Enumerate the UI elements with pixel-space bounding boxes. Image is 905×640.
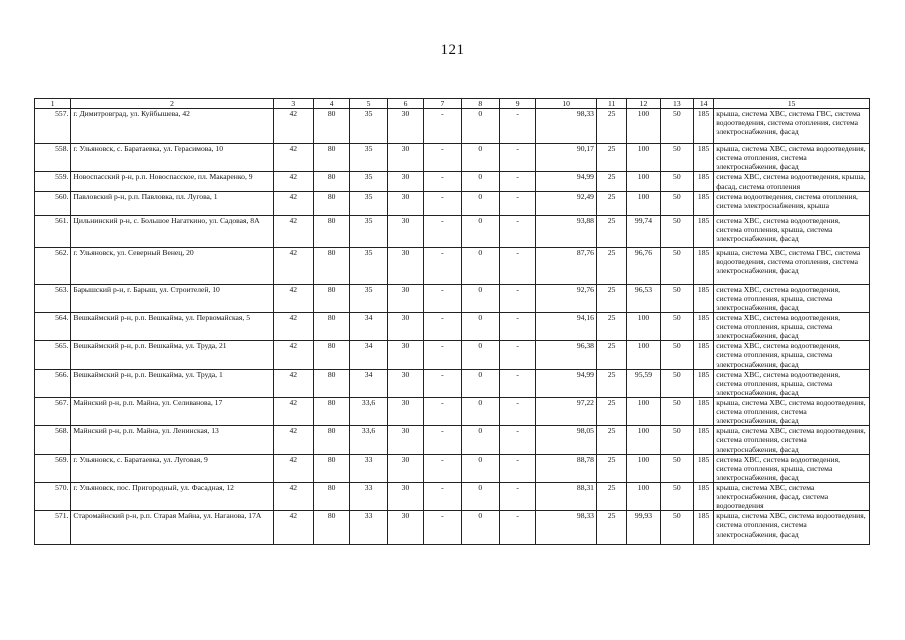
cell-address: г. Ульяновск, ул. Северный Венец, 20 xyxy=(71,247,273,284)
table-row xyxy=(35,284,870,312)
cell-col-5: 34 xyxy=(350,341,387,369)
table-row xyxy=(35,109,870,144)
cell-col-5: 33 xyxy=(350,482,387,510)
cell-col-5: 34 xyxy=(350,369,387,397)
cell-row-number: 571. xyxy=(35,511,71,545)
cell-col-4: 80 xyxy=(313,426,349,454)
cell-col-14: 185 xyxy=(694,369,714,397)
cell-col-6: 30 xyxy=(387,215,423,247)
cell-col-3: 42 xyxy=(273,172,313,191)
cell-col-11: 25 xyxy=(596,312,626,340)
cell-col-14: 185 xyxy=(694,284,714,312)
cell-col-13: 50 xyxy=(660,284,693,312)
cell-col-13: 50 xyxy=(660,215,693,247)
cell-col-5: 33 xyxy=(350,454,387,482)
cell-col-11: 25 xyxy=(596,369,626,397)
cell-col-14: 185 xyxy=(694,482,714,510)
cell-col-12: 96,53 xyxy=(627,284,660,312)
cell-col-11: 25 xyxy=(596,397,626,425)
cell-col-5: 35 xyxy=(350,172,387,191)
cell-col-12: 100 xyxy=(627,482,660,510)
cell-col-6: 30 xyxy=(387,341,423,369)
cell-col-4: 80 xyxy=(313,369,349,397)
cell-col-11: 25 xyxy=(596,215,626,247)
cell-col-3: 42 xyxy=(273,247,313,284)
cell-col-7: - xyxy=(424,482,461,510)
cell-col-6: 30 xyxy=(387,454,423,482)
cell-col-3: 42 xyxy=(273,369,313,397)
cell-row-number: 570. xyxy=(35,482,71,510)
cell-work-types: крыша, система ХВС, система водоотведения, система отопления, система электроснабжения, фасад xyxy=(714,511,870,545)
table-row xyxy=(35,312,870,340)
cell-col-10: 94,99 xyxy=(536,369,597,397)
cell-col-10: 88,31 xyxy=(536,482,597,510)
cell-col-8: 0 xyxy=(461,369,499,397)
header-cell: 11 xyxy=(596,99,626,109)
cell-col-13: 50 xyxy=(660,109,693,144)
cell-col-5: 33,6 xyxy=(350,397,387,425)
cell-col-3: 42 xyxy=(273,191,313,215)
cell-col-10: 88,78 xyxy=(536,454,597,482)
cell-col-3: 42 xyxy=(273,426,313,454)
header-cell: 7 xyxy=(424,99,461,109)
cell-col-6: 30 xyxy=(387,511,423,545)
cell-work-types: система водоотведения, система отопления, система электроснабжения, крыша xyxy=(714,191,870,215)
cell-col-8: 0 xyxy=(461,312,499,340)
cell-col-9: - xyxy=(499,144,535,172)
cell-work-types: крыша, система ХВС, система электроснабжения, фасад, система водоотведения xyxy=(714,482,870,510)
cell-row-number: 561. xyxy=(35,215,71,247)
cell-col-4: 80 xyxy=(313,191,349,215)
cell-work-types: крыша, система ХВС, система водоотведения, система отопления, система электроснабжения, фасад xyxy=(714,397,870,425)
cell-col-7: - xyxy=(424,454,461,482)
cell-col-10: 92,76 xyxy=(536,284,597,312)
cell-col-5: 35 xyxy=(350,144,387,172)
cell-col-12: 96,76 xyxy=(627,247,660,284)
cell-col-6: 30 xyxy=(387,247,423,284)
cell-col-3: 42 xyxy=(273,215,313,247)
cell-col-14: 185 xyxy=(694,172,714,191)
table-row xyxy=(35,247,870,284)
cell-work-types: крыша, система ХВС, система водоотведения, система отопления, система электроснабжения, фасад xyxy=(714,144,870,172)
cell-row-number: 565. xyxy=(35,341,71,369)
cell-col-13: 50 xyxy=(660,191,693,215)
cell-col-8: 0 xyxy=(461,482,499,510)
cell-row-number: 567. xyxy=(35,397,71,425)
cell-col-9: - xyxy=(499,172,535,191)
cell-col-11: 25 xyxy=(596,341,626,369)
table-row xyxy=(35,215,870,247)
cell-address: Майнский р-н, р.п. Майна, ул. Селиванова, 17 xyxy=(71,397,273,425)
cell-col-3: 42 xyxy=(273,454,313,482)
cell-col-11: 25 xyxy=(596,454,626,482)
cell-col-5: 35 xyxy=(350,247,387,284)
cell-col-12: 99,74 xyxy=(627,215,660,247)
cell-address: Вешкаймский р-н, р.п. Вешкайма, ул. Первомайская, 5 xyxy=(71,312,273,340)
cell-col-10: 93,88 xyxy=(536,215,597,247)
table-row xyxy=(35,482,870,510)
cell-col-13: 50 xyxy=(660,341,693,369)
cell-col-12: 95,59 xyxy=(627,369,660,397)
cell-col-12: 100 xyxy=(627,191,660,215)
cell-work-types: крыша, система ХВС, система ГВС, система водоотведения, система отопления, система электроснабжения, фасад xyxy=(714,109,870,144)
header-cell: 12 xyxy=(627,99,660,109)
cell-address: г. Ульяновск, с. Баратаевка, ул. Луговая, 9 xyxy=(71,454,273,482)
cell-col-10: 90,17 xyxy=(536,144,597,172)
cell-work-types: крыша, система ХВС, система ГВС, система водоотведения, система отопления, система электроснабжения, фасад xyxy=(714,247,870,284)
cell-col-6: 30 xyxy=(387,109,423,144)
cell-col-10: 94,16 xyxy=(536,312,597,340)
page-number: 121 xyxy=(440,42,465,58)
cell-col-8: 0 xyxy=(461,426,499,454)
cell-col-12: 100 xyxy=(627,109,660,144)
cell-col-14: 185 xyxy=(694,454,714,482)
cell-col-3: 42 xyxy=(273,397,313,425)
cell-col-14: 185 xyxy=(694,109,714,144)
cell-col-3: 42 xyxy=(273,312,313,340)
cell-address: Вешкаймский р-н, р.п. Вешкайма, ул. Труда, 1 xyxy=(71,369,273,397)
cell-row-number: 557. xyxy=(35,109,71,144)
cell-col-7: - xyxy=(424,341,461,369)
header-cell: 15 xyxy=(714,99,870,109)
cell-col-3: 42 xyxy=(273,144,313,172)
cell-col-8: 0 xyxy=(461,454,499,482)
cell-col-3: 42 xyxy=(273,482,313,510)
cell-work-types: система ХВС, система водоотведения, крыша, фасад, система отопления xyxy=(714,172,870,191)
cell-address: г. Ульяновск, с. Баратаевка, ул. Герасимова, 10 xyxy=(71,144,273,172)
cell-col-3: 42 xyxy=(273,284,313,312)
cell-col-8: 0 xyxy=(461,511,499,545)
cell-col-8: 0 xyxy=(461,341,499,369)
cell-col-9: - xyxy=(499,215,535,247)
cell-col-5: 35 xyxy=(350,284,387,312)
cell-col-4: 80 xyxy=(313,144,349,172)
cell-col-5: 35 xyxy=(350,109,387,144)
cell-col-10: 98,05 xyxy=(536,426,597,454)
table-row xyxy=(35,426,870,454)
cell-address: г. Димитровград, ул. Куйбышева, 42 xyxy=(71,109,273,144)
cell-address: г. Ульяновск, пос. Пригородный, ул. Фасадная, 12 xyxy=(71,482,273,510)
header-row xyxy=(35,99,870,109)
cell-col-9: - xyxy=(499,511,535,545)
header-cell: 4 xyxy=(313,99,349,109)
cell-col-14: 185 xyxy=(694,426,714,454)
cell-col-13: 50 xyxy=(660,247,693,284)
cell-col-13: 50 xyxy=(660,397,693,425)
cell-col-4: 80 xyxy=(313,215,349,247)
cell-work-types: система ХВС, система водоотведения, система отопления, крыша, система электроснабжения, фасад xyxy=(714,369,870,397)
cell-col-7: - xyxy=(424,426,461,454)
cell-col-4: 80 xyxy=(313,511,349,545)
cell-row-number: 558. xyxy=(35,144,71,172)
cell-col-10: 98,33 xyxy=(536,511,597,545)
cell-col-13: 50 xyxy=(660,426,693,454)
cell-row-number: 569. xyxy=(35,454,71,482)
cell-col-5: 33 xyxy=(350,511,387,545)
cell-col-3: 42 xyxy=(273,511,313,545)
cell-col-5: 35 xyxy=(350,191,387,215)
header-cell: 6 xyxy=(387,99,423,109)
cell-col-10: 92,49 xyxy=(536,191,597,215)
cell-col-10: 97,22 xyxy=(536,397,597,425)
cell-col-9: - xyxy=(499,284,535,312)
cell-col-7: - xyxy=(424,397,461,425)
header-cell: 10 xyxy=(536,99,597,109)
cell-col-3: 42 xyxy=(273,341,313,369)
cell-row-number: 564. xyxy=(35,312,71,340)
cell-col-9: - xyxy=(499,191,535,215)
cell-col-13: 50 xyxy=(660,482,693,510)
cell-row-number: 566. xyxy=(35,369,71,397)
cell-col-12: 100 xyxy=(627,172,660,191)
table-row xyxy=(35,369,870,397)
cell-col-9: - xyxy=(499,482,535,510)
table-row xyxy=(35,144,870,172)
cell-col-14: 185 xyxy=(694,144,714,172)
cell-row-number: 568. xyxy=(35,426,71,454)
cell-col-7: - xyxy=(424,215,461,247)
cell-col-8: 0 xyxy=(461,397,499,425)
cell-col-7: - xyxy=(424,511,461,545)
cell-col-8: 0 xyxy=(461,172,499,191)
cell-col-9: - xyxy=(499,369,535,397)
cell-work-types: система ХВС, система водоотведения, система отопления, крыша, система электроснабжения, фасад xyxy=(714,284,870,312)
cell-col-11: 25 xyxy=(596,482,626,510)
cell-work-types: система ХВС, система водоотведения, система отопления, крыша, система электроснабжения, фасад xyxy=(714,215,870,247)
cell-col-10: 94,99 xyxy=(536,172,597,191)
cell-row-number: 560. xyxy=(35,191,71,215)
cell-col-14: 185 xyxy=(694,191,714,215)
cell-col-7: - xyxy=(424,191,461,215)
cell-col-6: 30 xyxy=(387,482,423,510)
cell-col-8: 0 xyxy=(461,191,499,215)
cell-col-13: 50 xyxy=(660,144,693,172)
cell-col-3: 42 xyxy=(273,109,313,144)
cell-address: Майнский р-н, р.п. Майна, ул. Ленинская, 13 xyxy=(71,426,273,454)
cell-col-9: - xyxy=(499,397,535,425)
cell-col-13: 50 xyxy=(660,454,693,482)
cell-col-11: 25 xyxy=(596,191,626,215)
cell-col-7: - xyxy=(424,312,461,340)
table-row xyxy=(35,191,870,215)
cell-col-11: 25 xyxy=(596,144,626,172)
cell-col-8: 0 xyxy=(461,144,499,172)
cell-col-12: 99,93 xyxy=(627,511,660,545)
cell-col-4: 80 xyxy=(313,397,349,425)
cell-col-6: 30 xyxy=(387,369,423,397)
cell-col-8: 0 xyxy=(461,109,499,144)
header-cell: 8 xyxy=(461,99,499,109)
cell-col-11: 25 xyxy=(596,284,626,312)
cell-col-11: 25 xyxy=(596,426,626,454)
cell-work-types: система ХВС, система водоотведения, система отопления, крыша, система электроснабжения, фасад xyxy=(714,454,870,482)
cell-col-4: 80 xyxy=(313,312,349,340)
cell-col-6: 30 xyxy=(387,144,423,172)
header-cell: 13 xyxy=(660,99,693,109)
cell-work-types: система ХВС, система водоотведения, система отопления, крыша, система электроснабжения, фасад xyxy=(714,312,870,340)
header-cell: 3 xyxy=(273,99,313,109)
cell-col-11: 25 xyxy=(596,247,626,284)
cell-col-4: 80 xyxy=(313,172,349,191)
cell-col-14: 185 xyxy=(694,341,714,369)
cell-col-8: 0 xyxy=(461,284,499,312)
table-row xyxy=(35,172,870,191)
cell-col-9: - xyxy=(499,426,535,454)
cell-col-9: - xyxy=(499,454,535,482)
cell-col-13: 50 xyxy=(660,172,693,191)
cell-col-12: 100 xyxy=(627,144,660,172)
cell-address: Павловский р-н, р.п. Павловка, пл. Лугова, 1 xyxy=(71,191,273,215)
cell-col-14: 185 xyxy=(694,215,714,247)
cell-col-13: 50 xyxy=(660,312,693,340)
cell-col-4: 80 xyxy=(313,247,349,284)
cell-col-7: - xyxy=(424,284,461,312)
cell-col-12: 100 xyxy=(627,426,660,454)
header-cell: 1 xyxy=(35,99,71,109)
cell-col-14: 185 xyxy=(694,511,714,545)
cell-col-6: 30 xyxy=(387,172,423,191)
cell-col-6: 30 xyxy=(387,312,423,340)
cell-col-10: 87,76 xyxy=(536,247,597,284)
cell-row-number: 563. xyxy=(35,284,71,312)
cell-col-9: - xyxy=(499,341,535,369)
cell-col-11: 25 xyxy=(596,511,626,545)
cell-col-14: 185 xyxy=(694,312,714,340)
cell-col-4: 80 xyxy=(313,109,349,144)
cell-col-9: - xyxy=(499,247,535,284)
cell-col-6: 30 xyxy=(387,397,423,425)
cell-row-number: 562. xyxy=(35,247,71,284)
cell-address: Старомайнский р-н, р.п. Старая Майна, ул. Наганова, 17А xyxy=(71,511,273,545)
cell-col-5: 33,6 xyxy=(350,426,387,454)
cell-col-5: 35 xyxy=(350,215,387,247)
cell-col-7: - xyxy=(424,369,461,397)
cell-col-13: 50 xyxy=(660,369,693,397)
cell-row-number: 559. xyxy=(35,172,71,191)
cell-col-10: 98,33 xyxy=(536,109,597,144)
cell-col-8: 0 xyxy=(461,215,499,247)
cell-col-9: - xyxy=(499,109,535,144)
cell-col-7: - xyxy=(424,247,461,284)
cell-col-6: 30 xyxy=(387,426,423,454)
cell-col-7: - xyxy=(424,144,461,172)
cell-col-6: 30 xyxy=(387,284,423,312)
cell-address: Барышский р-н, г. Барыш, ул. Строителей, 10 xyxy=(71,284,273,312)
table-row xyxy=(35,454,870,482)
cell-col-6: 30 xyxy=(387,191,423,215)
header-cell: 14 xyxy=(694,99,714,109)
cell-col-7: - xyxy=(424,109,461,144)
table-row xyxy=(35,341,870,369)
cell-col-13: 50 xyxy=(660,511,693,545)
cell-col-11: 25 xyxy=(596,109,626,144)
header-cell: 5 xyxy=(350,99,387,109)
cell-col-5: 34 xyxy=(350,312,387,340)
cell-work-types: система ХВС, система водоотведения, система отопления, крыша, система электроснабжения, фасад xyxy=(714,341,870,369)
cell-col-12: 100 xyxy=(627,454,660,482)
header-cell: 9 xyxy=(499,99,535,109)
header-cell: 2 xyxy=(71,99,273,109)
cell-address: Цильнинский р-н, с. Большое Нагаткино, ул. Садовая, 8А xyxy=(71,215,273,247)
registry-table xyxy=(34,98,870,545)
cell-col-4: 80 xyxy=(313,482,349,510)
cell-col-4: 80 xyxy=(313,341,349,369)
cell-col-8: 0 xyxy=(461,247,499,284)
cell-col-14: 185 xyxy=(694,247,714,284)
cell-col-12: 100 xyxy=(627,341,660,369)
cell-col-12: 100 xyxy=(627,397,660,425)
cell-col-11: 25 xyxy=(596,172,626,191)
cell-col-9: - xyxy=(499,312,535,340)
cell-col-7: - xyxy=(424,172,461,191)
cell-address: Вешкаймский р-н, р.п. Вешкайма, ул. Труда, 21 xyxy=(71,341,273,369)
cell-col-12: 100 xyxy=(627,312,660,340)
cell-col-14: 185 xyxy=(694,397,714,425)
table-row xyxy=(35,511,870,545)
cell-col-10: 96,38 xyxy=(536,341,597,369)
cell-col-4: 80 xyxy=(313,284,349,312)
cell-work-types: крыша, система ХВС, система водоотведения, система отопления, система электроснабжения, фасад xyxy=(714,426,870,454)
table-row xyxy=(35,397,870,425)
cell-col-4: 80 xyxy=(313,454,349,482)
cell-address: Новоспасский р-н, р.п. Новоспасское, пл. Макаренко, 9 xyxy=(71,172,273,191)
